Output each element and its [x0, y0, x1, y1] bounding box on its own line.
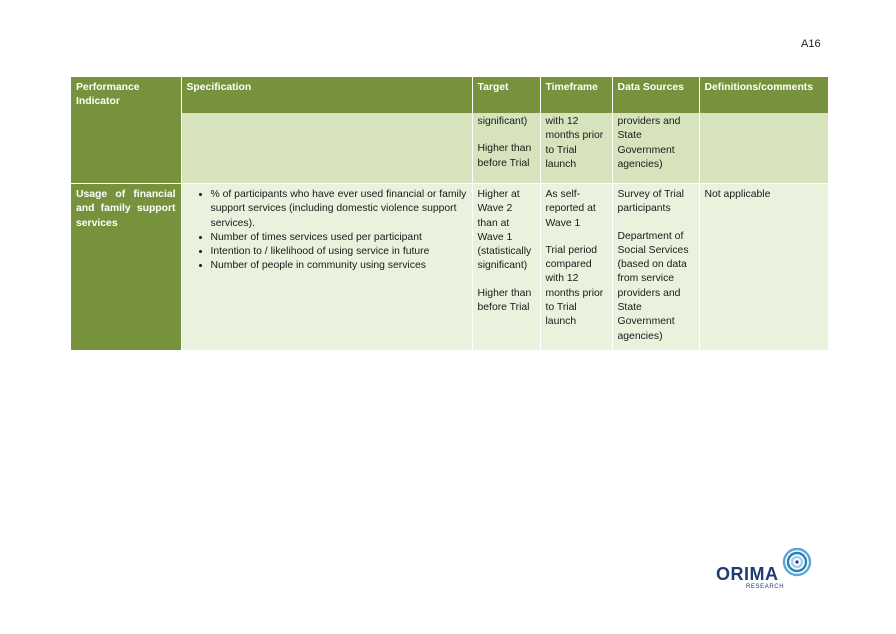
logo-swirl-icon	[782, 547, 812, 577]
target-text: Higher at Wave 2 than at Wave 1 (statistically significant)	[477, 189, 532, 272]
header-specification: Specification	[181, 77, 472, 113]
continuation-target-cell	[472, 113, 540, 184]
continuation-timeframe-cell	[540, 113, 612, 184]
timeframe-text: Trial period compared with 12 months prior to Trial launch	[545, 244, 604, 328]
list-item: • Intention to / likelihood of using service in future	[211, 245, 467, 259]
continuation-target-text: significant)	[477, 116, 528, 127]
timeframe-text: As self-reported at Wave 1	[545, 189, 596, 229]
definitions-comments-cell: Not applicable	[699, 184, 828, 351]
target-text: Higher than before Trial	[477, 287, 532, 314]
page-number: A16	[801, 38, 821, 50]
header-performance-indicator: Performance Indicator	[71, 77, 181, 113]
continuation-data-sources-text: providers and State Government agencies)	[617, 116, 681, 170]
table-row-continuation	[71, 113, 828, 184]
logo-subtitle: RESEARCH	[746, 584, 785, 590]
table-row	[71, 184, 828, 351]
performance-indicator-cell: Usage of financial and family support services	[71, 184, 181, 351]
header-timeframe: Timeframe	[540, 77, 612, 113]
data-sources-text: Survey of Trial participants	[617, 189, 684, 215]
continuation-timeframe-text: with 12 months prior to Trial launch	[545, 116, 604, 170]
timeframe-cell	[540, 184, 612, 351]
list-item: • % of participants who have ever used financial or family support services (including domestic violence support services).	[211, 188, 467, 231]
logo-wordmark: ORIMA	[716, 564, 779, 584]
continuation-definitions-cell	[699, 113, 828, 184]
performance-indicator-table	[71, 77, 828, 350]
header-data-sources: Data Sources	[612, 77, 699, 113]
orima-research-logo	[716, 547, 816, 593]
continuation-target-text: Higher than before Trial	[477, 143, 532, 169]
continuation-data-sources-cell	[612, 113, 699, 184]
specification-cell	[181, 184, 472, 351]
data-sources-cell	[612, 184, 699, 351]
target-cell	[472, 184, 540, 351]
list-item: • Number of people in community using services	[211, 259, 467, 273]
specification-list	[187, 188, 467, 274]
header-definitions-comments: Definitions/comments	[699, 77, 828, 113]
header-target: Target	[472, 77, 540, 113]
data-sources-text: Department of Social Services (based on data from service providers and State Government agencies)	[617, 230, 689, 342]
table-header-row	[71, 77, 828, 113]
continuation-pi-cell	[71, 113, 181, 184]
list-item: • Number of times services used per participant	[211, 231, 467, 245]
continuation-spec-cell	[181, 113, 472, 184]
